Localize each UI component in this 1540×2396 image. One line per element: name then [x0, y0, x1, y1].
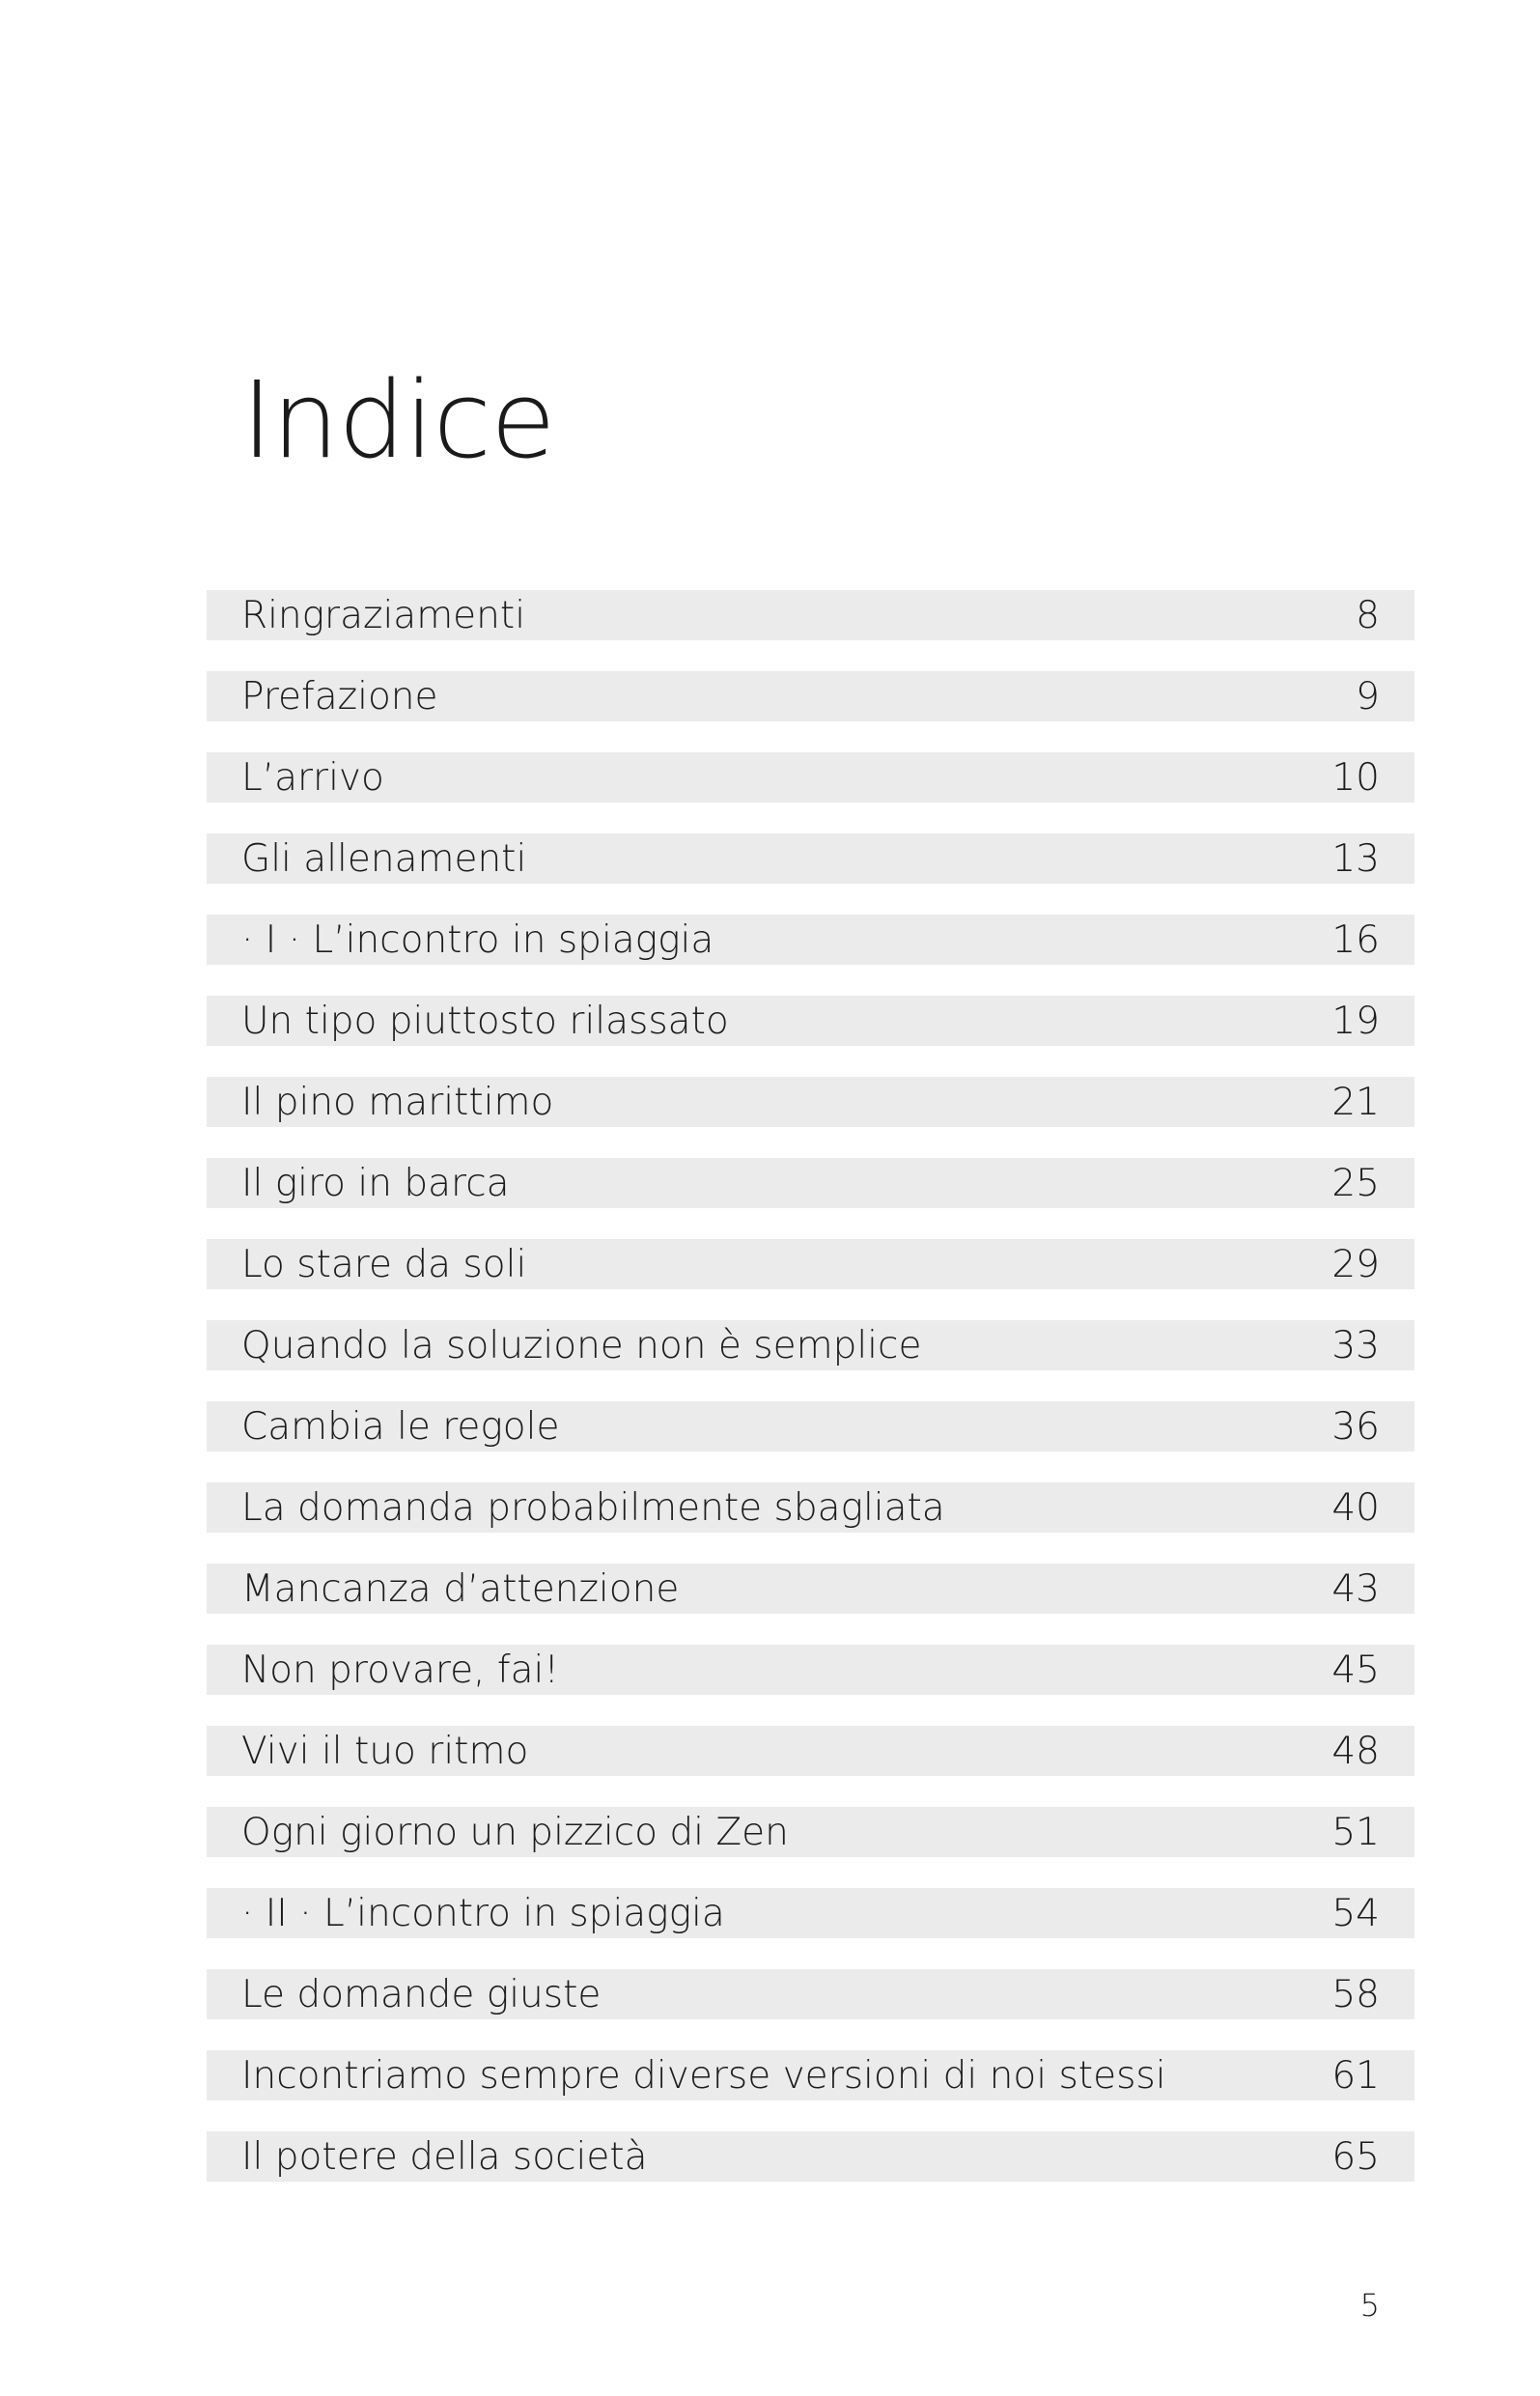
page-title: Indice — [241, 358, 555, 482]
toc-entry-title: Lo stare da soli — [241, 1242, 527, 1286]
toc-entry-page: 8 — [1356, 593, 1380, 637]
toc-entry-title: Vivi il tuo ritmo — [241, 1729, 529, 1773]
toc-entry[interactable] — [207, 915, 1414, 965]
toc-entry-title: Le domande giuste — [241, 1972, 602, 2016]
toc-entry-page: 40 — [1331, 1485, 1380, 1530]
toc-entry[interactable] — [207, 1969, 1414, 2019]
toc-entry-title: L’arrivo — [241, 755, 384, 800]
toc-entry-title: Un tipo piuttosto rilassato — [241, 999, 729, 1043]
toc-entry[interactable] — [207, 1239, 1414, 1289]
toc-entry-page: 36 — [1331, 1404, 1380, 1449]
toc-entry-page: 33 — [1331, 1323, 1380, 1367]
toc-entry[interactable] — [207, 1645, 1414, 1695]
toc-entry-title: Incontriamo sempre diverse versioni di noi stessi — [241, 2053, 1166, 2098]
toc-entry-title: Gli allenamenti — [241, 836, 527, 881]
toc-entry-page: 10 — [1331, 755, 1380, 800]
toc-entry-title: · II · L’incontro in spiaggia — [241, 1891, 725, 1935]
toc-entry-page: 16 — [1331, 917, 1380, 962]
toc-entry-page: 65 — [1331, 2134, 1380, 2179]
toc-entry-page: 51 — [1331, 1810, 1380, 1854]
toc-entry[interactable] — [207, 996, 1414, 1046]
toc-entry-title: Ogni giorno un pizzico di Zen — [241, 1810, 789, 1854]
toc-entry-page: 9 — [1356, 674, 1380, 719]
toc-entry-page: 48 — [1331, 1729, 1380, 1773]
page-number: 5 — [1359, 2287, 1380, 2324]
toc-entry-title: Ringraziamenti — [241, 593, 526, 637]
toc-entry[interactable] — [207, 1564, 1414, 1614]
toc-entry[interactable] — [207, 1401, 1414, 1452]
toc-entry-title: Mancanza d’attenzione — [241, 1566, 680, 1611]
toc-entry[interactable] — [207, 752, 1414, 803]
toc-entry[interactable] — [207, 2131, 1414, 2182]
toc-entry-page: 54 — [1331, 1891, 1380, 1935]
toc-entry-page: 58 — [1331, 1972, 1380, 2016]
toc-entry-title: · I · L’incontro in spiaggia — [241, 917, 714, 962]
toc-entry-page: 21 — [1331, 1080, 1380, 1124]
toc-entry-page: 29 — [1331, 1242, 1380, 1286]
toc-entry[interactable] — [207, 1320, 1414, 1370]
toc-entry[interactable] — [207, 671, 1414, 721]
toc-entry-title: Cambia le regole — [241, 1404, 560, 1449]
toc-entry-title: Quando la soluzione non è semplice — [241, 1323, 922, 1367]
toc-entry[interactable] — [207, 2050, 1414, 2100]
toc-entry[interactable] — [207, 1482, 1414, 1533]
toc-entry-title: Prefazione — [241, 674, 438, 719]
toc-entry-title: Non provare, fai! — [241, 1648, 559, 1692]
toc-entry-page: 25 — [1331, 1161, 1380, 1205]
toc-entry-title: Il giro in barca — [241, 1161, 510, 1205]
toc-entry[interactable] — [207, 1888, 1414, 1938]
toc-entry[interactable] — [207, 1158, 1414, 1208]
toc-entry[interactable] — [207, 833, 1414, 884]
toc-entry[interactable] — [207, 590, 1414, 640]
toc-entry-title: La domanda probabilmente sbagliata — [241, 1485, 945, 1530]
toc-entry-page: 19 — [1331, 999, 1380, 1043]
toc-entry-page: 61 — [1331, 2053, 1380, 2098]
toc-entry-page: 43 — [1331, 1566, 1380, 1611]
toc-entry-page: 13 — [1331, 836, 1380, 881]
toc-entry[interactable] — [207, 1077, 1414, 1127]
toc-entry[interactable] — [207, 1726, 1414, 1776]
toc-entry[interactable] — [207, 1807, 1414, 1857]
toc-entry-page: 45 — [1331, 1648, 1380, 1692]
toc-entry-title: Il potere della società — [241, 2134, 648, 2179]
toc-entry-title: Il pino marittimo — [241, 1080, 554, 1124]
